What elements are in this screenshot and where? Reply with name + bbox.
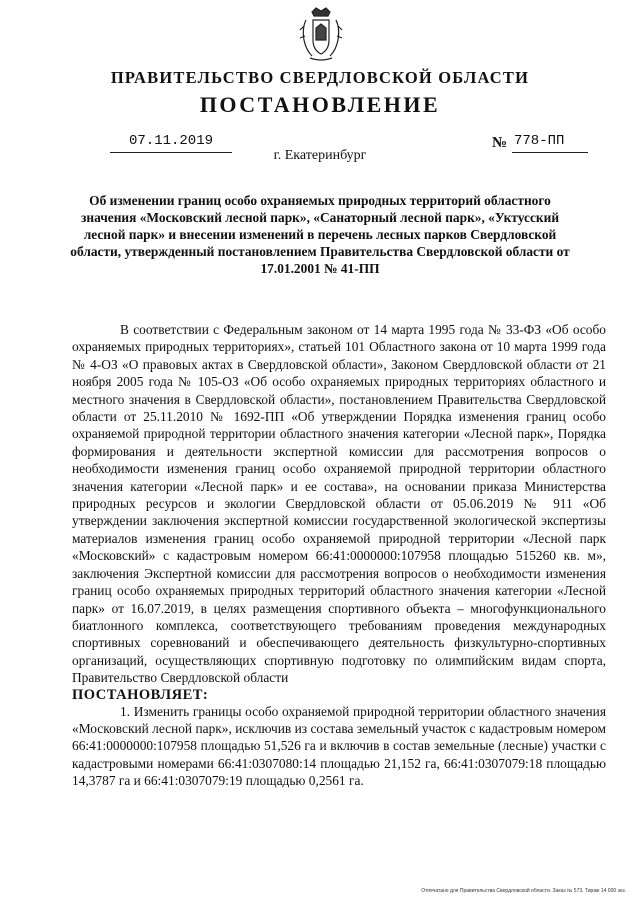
coat-of-arms-icon [298, 6, 344, 62]
document-date: 07.11.2019 [128, 133, 213, 149]
document-type: ПОСТАНОВЛЕНИЕ [199, 92, 441, 117]
city-line: г. Екатеринбург [273, 148, 367, 163]
document-body [72, 321, 606, 790]
print-footer: Отпечатано для Правительства Свердловской области. Заказ № 573. Тираж 14 000 экз. [421, 888, 626, 894]
item-1-paragraph: 1. Изменить границы особо охраняемой природной территории областного значения «Московский лесной парк», исключив из состава земельный участок с кадастровым номером 66:41:0000000:107958 площадью 51,526 га и включив в состав земельные (лесные) участки с кадастровыми номерами 66:41:0307080:14 площадью 21,152 га, 66:41:0307079:18 площадью 14,3787 га и 66:41:0307079:19 площадью 0,2561 га. [72, 703, 606, 789]
document-number: 778-ПП [514, 133, 565, 149]
organization-name: ПРАВИТЕЛЬСТВО СВЕРДЛОВСКОЙ ОБЛАСТИ [110, 68, 530, 87]
document-title: Об изменении границ особо охраняемых природных территорий областного значения «Московский лесной парк», «Санаторный лесной парк», «Уктусский лесной парк» и внесении изменений в перечень лесных парков Свердловской области, утвержденный постановлением Правительства Свердловской области от 17.01.2001 № 41-ПП [70, 193, 570, 276]
number-sign: № [492, 135, 508, 151]
preamble-paragraph: В соответствии с Федеральным законом от 14 марта 1995 года № 33-ФЗ «Об особо охраняемых природных территориях», статьей 101 Областного закона от 10 марта 1999 года № 4-ОЗ «О правовых актах в Свердловской области», Законом Свердловской области от 21 ноября 2005 года № 105-ОЗ «Об особо охраняемых природных территориях областного и местного значения в Свердловской области», постановлением Правительства Свердловской области от 25.11.2010 № 1692-ПП «Об утверждении Порядка изменения границ особо охраняемой природной территории областного значения категории «Лесной парк», Порядка формирования и деятельности экспертной комиссии для рассмотрения вопросов о необходимости изменения границ особо охраняемой природной территории областного значения категории «Лесной парк» и ее состава», на основании приказа Министерства природных ресурсов и экологии Свердловской области от 05.06.2019 № 911 «Об утверждении заключения экспертной комиссии государственной экологической экспертизы материалов изменения границ особо охраняемой природной территории «Лесной парк «Московский» с кадастровым номером 66:41:0000000:107958 площадью 515260 кв. м», заключения Экспертной комиссии для рассмотрения вопросов о необходимости изменения границ особо охраняемых природных территорий областного значения категории «Лесной парк» от 16.07.2019, в целях размещения спортивного объекта – многофункционального биатлонного комплекса, соответствующего требованиям проведения международных спортивных соревнований и обеспечивающего деятельность физкультурно-спортивных организаций, осуществляющих спортивную подготовку по олимпийским видам спорта, Правительство Свердловской области [72, 322, 606, 686]
decree-word: ПОСТАНОВЛЯЕТ: [72, 686, 209, 703]
